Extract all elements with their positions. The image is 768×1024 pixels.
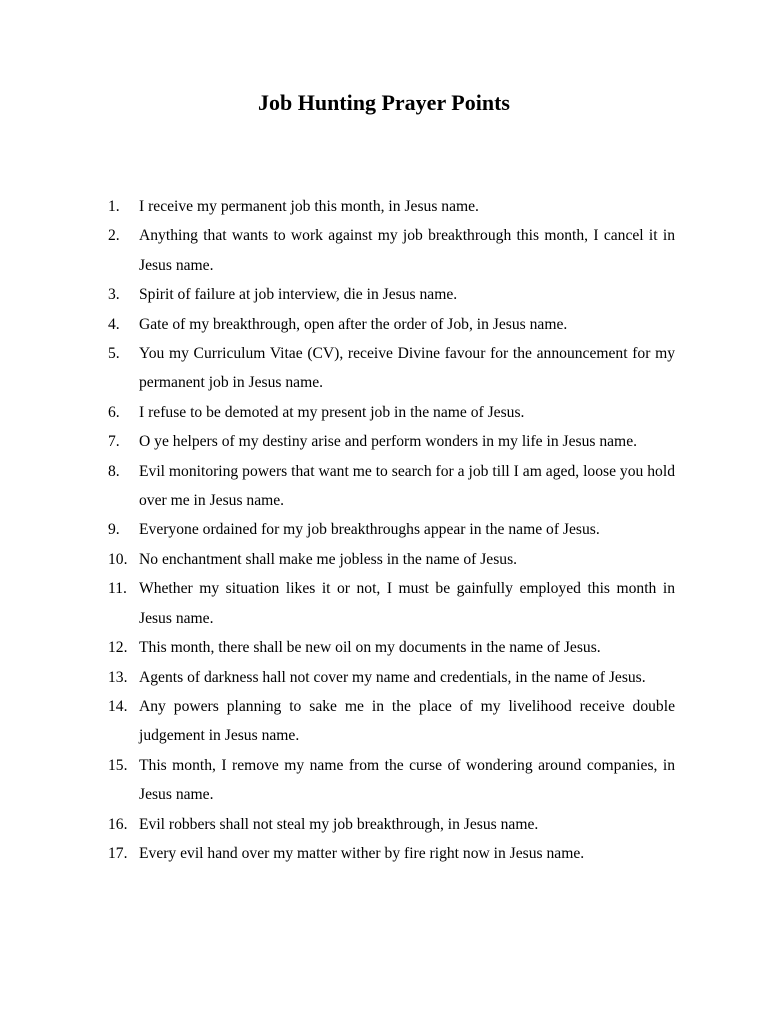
list-item — [108, 457, 675, 516]
list-item — [108, 633, 675, 662]
list-item — [108, 339, 675, 398]
item-text: Spirit of failure at job interview, die in Jesus name. — [139, 286, 458, 304]
list-item — [108, 751, 675, 810]
item-number: 17. — [108, 844, 128, 862]
item-number: 11. — [108, 580, 127, 598]
item-text: Every evil hand over my matter wither by fire right now in Jesus name. — [139, 844, 585, 862]
item-text: Everyone ordained for my job breakthroughs appear in the name of Jesus. — [139, 521, 600, 539]
list-item — [108, 839, 675, 868]
item-text: This month, I remove my name from the curse of wondering around companies, in Jesus name. — [139, 756, 675, 804]
item-text: I receive my permanent job this month, in Jesus name. — [139, 198, 479, 215]
item-text: No enchantment shall make me jobless in the name of Jesus. — [139, 550, 518, 568]
item-number: 7. — [108, 433, 120, 451]
page-title: Job Hunting Prayer Points — [257, 90, 510, 115]
item-text: Whether my situation likes it or not, I must be gainfully employed this month in Jesus name. — [139, 580, 675, 627]
item-text: Gate of my breakthrough, open after the order of Job, in Jesus name. — [139, 315, 568, 333]
item-number: 2. — [108, 227, 120, 245]
item-text: I refuse to be demoted at my present job in the name of Jesus. — [139, 403, 525, 421]
item-text: This month, there shall be new oil on my documents in the name of Jesus. — [139, 639, 601, 657]
item-number: 14. — [108, 697, 128, 715]
item-number: 1. — [108, 198, 120, 215]
list-item — [108, 280, 675, 309]
item-text: Agents of darkness hall not cover my name and credentials, in the name of Jesus. — [139, 668, 646, 686]
list-item — [108, 515, 675, 544]
item-text: Evil monitoring powers that want me to search for a job till I am aged, loose you hold over me in Jesus name. — [139, 462, 675, 510]
list-item — [108, 545, 675, 574]
item-number: 3. — [108, 286, 120, 304]
list-item — [108, 221, 675, 280]
prayer-points-list — [108, 192, 675, 868]
list-item — [108, 192, 675, 221]
list-item — [108, 810, 675, 839]
item-text: Any powers planning to sake me in the place of my livelihood receive double judgement in Jesus name. — [139, 697, 675, 745]
item-number: 12. — [108, 639, 128, 657]
list-item — [108, 692, 675, 751]
list-item — [108, 574, 675, 633]
item-text: Anything that wants to work against my job breakthrough this month, I cancel it in Jesus name. — [139, 227, 675, 274]
list-item — [108, 310, 675, 339]
item-number: 9. — [108, 521, 120, 539]
item-number: 13. — [108, 668, 128, 686]
item-number: 8. — [108, 462, 120, 480]
item-number: 15. — [108, 756, 128, 774]
item-text: You my Curriculum Vitae (CV), receive Divine favour for the announcement for my permanent job in Jesus name. — [139, 345, 675, 392]
item-number: 16. — [108, 815, 128, 833]
item-number: 10. — [108, 550, 128, 568]
item-number: 4. — [108, 315, 120, 333]
item-text: O ye helpers of my destiny arise and perform wonders in my life in Jesus name. — [139, 433, 638, 451]
list-item — [108, 663, 675, 692]
list-item — [108, 427, 675, 456]
item-number: 5. — [108, 345, 120, 363]
item-text: Evil robbers shall not steal my job breakthrough, in Jesus name. — [139, 815, 539, 833]
list-item — [108, 398, 675, 427]
item-number: 6. — [108, 403, 120, 421]
